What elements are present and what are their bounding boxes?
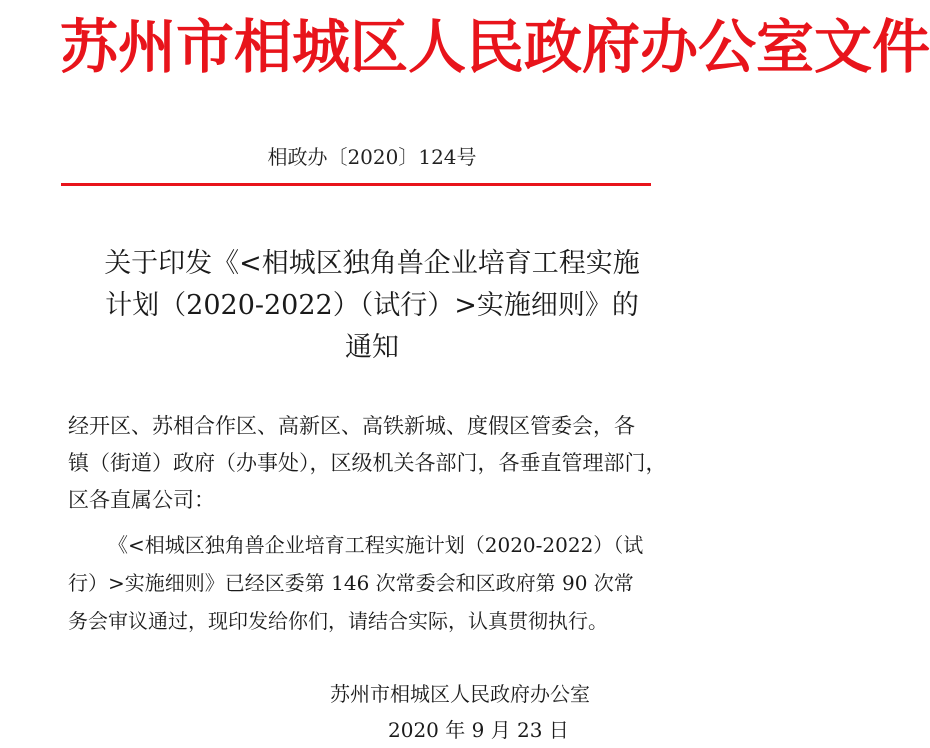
recipients-line: 镇（街道）政府（办事处），区级机关各部门，各垂直管理部门， — [68, 451, 667, 475]
recipients-line: 区各直属公司： — [68, 488, 215, 512]
document-number: 相政办〔2020〕124号 — [267, 145, 477, 169]
title-line: 计划（2020-2022）（试行）>实施细则》的 — [105, 290, 639, 321]
signature-date: 2020 年 9 月 23 日 — [388, 718, 569, 742]
recipients-line: 经开区、苏相合作区、高新区、高铁新城、度假区管委会，各 — [68, 414, 635, 438]
red-divider-line — [61, 183, 651, 186]
body-line: 务会审议通过，现印发给你们，请结合实际，认真贯彻执行。 — [68, 609, 608, 633]
body-paragraph — [68, 526, 668, 640]
body-line: 行）>实施细则》已经区委第 146 次常委会和区政府第 90 次常 — [68, 571, 634, 595]
title-line: 通知 — [345, 332, 399, 363]
recipients-block — [68, 408, 668, 519]
title-line: 关于印发《<相城区独角兽企业培育工程实施 — [104, 248, 640, 279]
issuer-header: 苏州市相城区人民政府办公室文件 — [60, 13, 930, 81]
signature-org: 苏州市相城区人民政府办公室 — [330, 682, 590, 706]
notice-title — [60, 243, 684, 369]
body-line: 《<相城区独角兽企业培育工程实施计划（2020-2022）（试 — [108, 533, 644, 557]
